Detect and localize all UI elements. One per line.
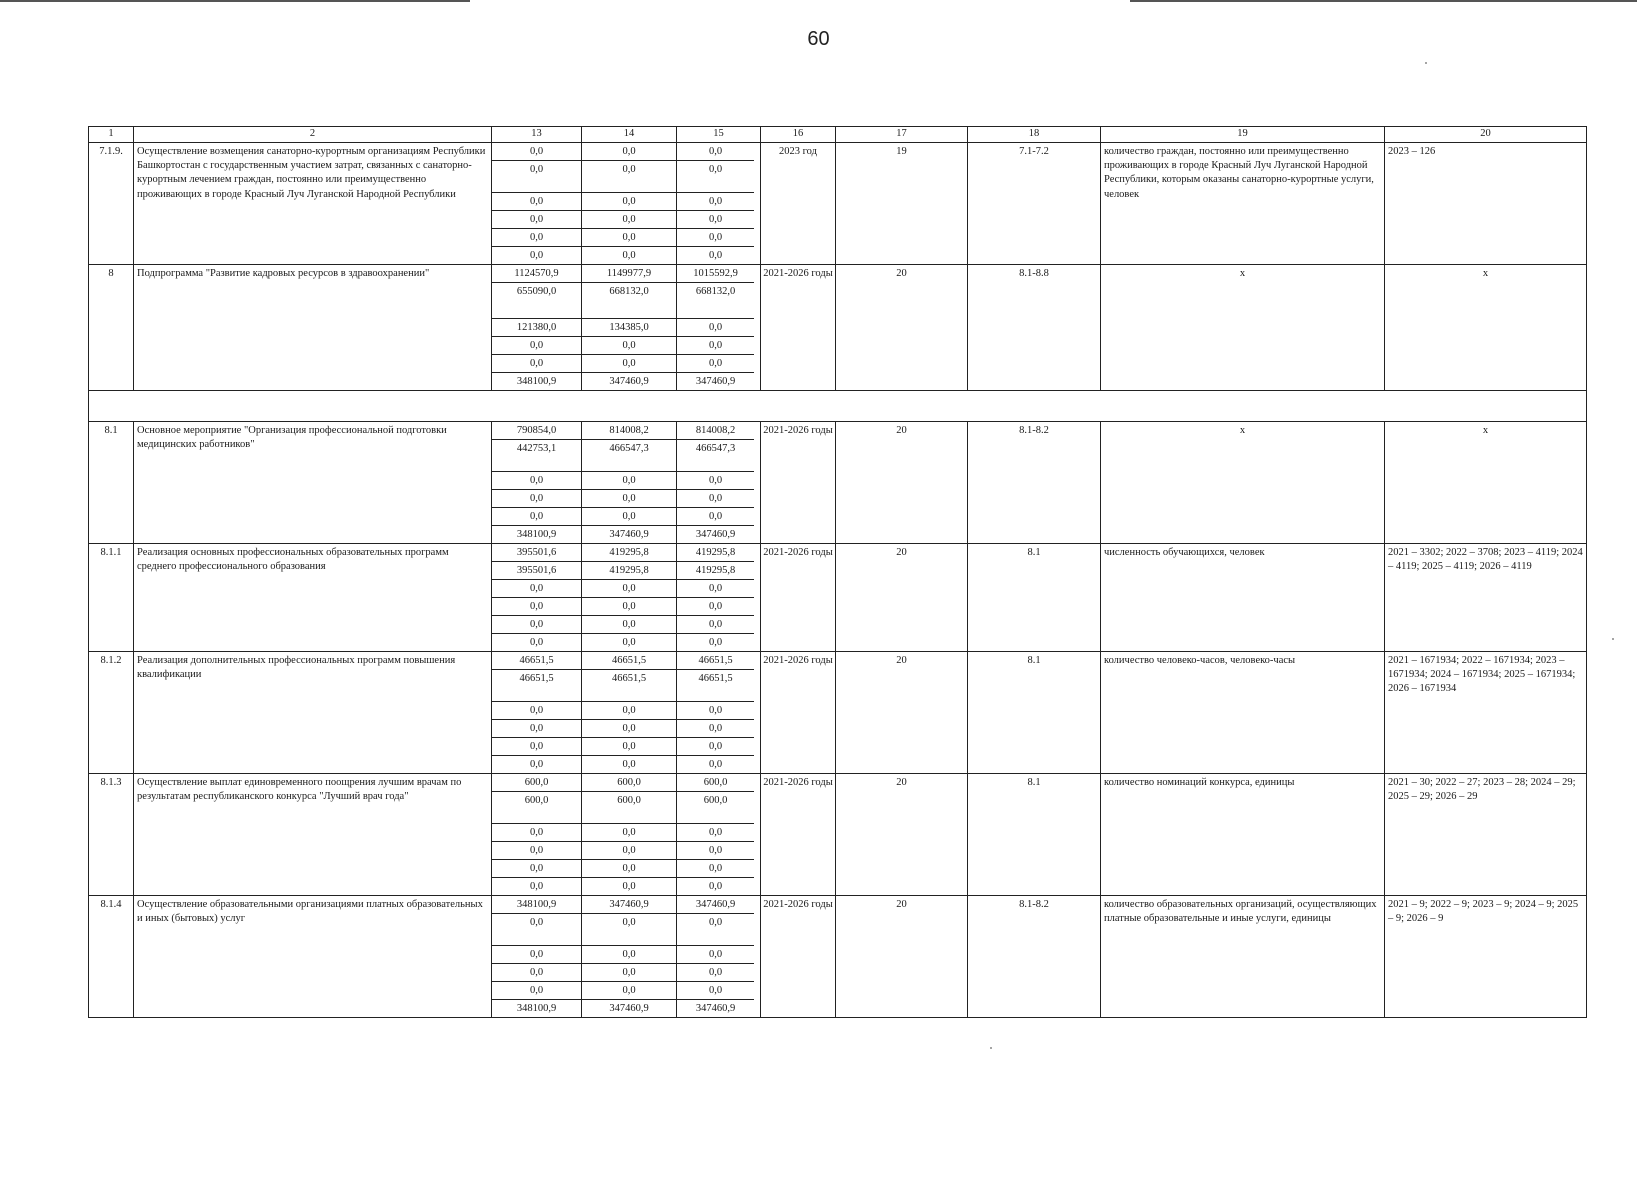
indicator-name-cell: количество образовательных организаций, осуществляющих платные образовательные и иные услуги, единицы: [1101, 896, 1385, 1018]
funding-column-15: [677, 652, 760, 773]
row-name: Осуществление выплат единовременного поощрения лучшим врачам по результатам республиканского конкурса "Лучший врач года": [134, 774, 492, 896]
value-cell: 347460,9: [695, 376, 736, 387]
value-cell: 600,0: [492, 792, 581, 824]
value-cell: 419295,8: [677, 562, 754, 580]
column-17-cell: 20: [836, 265, 968, 391]
value-cell: 0,0: [529, 637, 544, 648]
value-cell: 0,0: [677, 738, 754, 756]
value-cell: 0,0: [677, 580, 754, 598]
value-cell: 814008,2: [582, 422, 676, 440]
value-cell: 0,0: [492, 161, 581, 193]
column-header: 18: [968, 127, 1101, 143]
value-cell: 0,0: [677, 914, 754, 946]
value-cell: 0,0: [529, 759, 544, 770]
value-cell: 0,0: [708, 250, 723, 261]
value-cell: 0,0: [582, 860, 676, 878]
funding-column-13: [492, 143, 581, 264]
value-cell: 0,0: [677, 720, 754, 738]
value-cell: 655090,0: [492, 283, 581, 319]
row-code: 7.1.9.: [89, 143, 134, 265]
table-row: [89, 774, 1587, 896]
indicator-ref-cell: 8.1-8.2: [968, 896, 1101, 1018]
period-cell: 2021-2026 годы: [761, 652, 836, 774]
indicator-name-cell: количество граждан, постоянно или преимущественно проживающих в городе Красный Луч Луганской Народной Республики, которым оказаны санаторно-курортные услуги, человек: [1101, 143, 1385, 265]
column-header: 2: [134, 127, 492, 143]
value-cell: 0,0: [708, 637, 723, 648]
value-cell: 395501,6: [492, 544, 581, 562]
column-17-cell: 20: [836, 544, 968, 652]
value-cell: 0,0: [677, 616, 754, 634]
value-cell: 348100,9: [516, 1003, 557, 1014]
value-cell: 0,0: [677, 193, 754, 211]
value-cell: 466547,3: [677, 440, 754, 472]
value-cell: 0,0: [492, 616, 581, 634]
value-cell: 0,0: [582, 946, 676, 964]
row-name: Подпрограмма "Развитие кадровых ресурсов в здравоохранении": [134, 265, 492, 391]
value-cell: 0,0: [582, 472, 676, 490]
scan-speck: [1425, 62, 1427, 64]
value-cell: 0,0: [677, 824, 754, 842]
value-cell: 668132,0: [582, 283, 676, 319]
funding-column-14: [582, 544, 676, 651]
funding-column-15: [677, 774, 760, 895]
value-cell: 46651,5: [492, 670, 581, 702]
value-cell: 0,0: [492, 860, 581, 878]
funding-column-14: [582, 143, 676, 264]
page-number: 60: [807, 28, 830, 50]
value-cell: 347460,9: [695, 1003, 736, 1014]
row-code: 8.1: [89, 422, 134, 544]
indicator-name-cell: численность обучающихся, человек: [1101, 544, 1385, 652]
column-header: 19: [1101, 127, 1385, 143]
value-cell: 46651,5: [492, 652, 581, 670]
value-cell: 0,0: [677, 964, 754, 982]
value-cell: 0,0: [677, 702, 754, 720]
value-cell: 0,0: [582, 490, 676, 508]
value-cell: 442753,1: [492, 440, 581, 472]
table-row: [89, 652, 1587, 774]
value-cell: 0,0: [677, 229, 754, 247]
value-cell: 0,0: [677, 211, 754, 229]
row-code: 8.1.4: [89, 896, 134, 1018]
period-cell: 2021-2026 годы: [761, 422, 836, 544]
value-cell: 348100,9: [492, 896, 581, 914]
period-cell: 2021-2026 годы: [761, 774, 836, 896]
value-cell: 0,0: [492, 143, 581, 161]
value-cell: 0,0: [492, 193, 581, 211]
value-cell: 0,0: [582, 508, 676, 526]
section-separator-row: [89, 391, 1587, 422]
funding-column-14: [582, 652, 676, 773]
value-cell: 0,0: [582, 193, 676, 211]
value-cell: 134385,0: [582, 319, 676, 337]
indicator-ref-cell: 8.1: [968, 652, 1101, 774]
table-row: [89, 143, 1587, 265]
period-cell: 2021-2026 годы: [761, 896, 836, 1018]
column-17-cell: 20: [836, 422, 968, 544]
value-cell: 0,0: [622, 637, 636, 648]
row-name: Осуществление возмещения санаторно-курортным организациям Республики Башкортостан с государственным участием затрат, связанных с санаторно- курортным лечением граждан, постоянно или преимущественно проживающих в городе Красный Луч Луганской Народной Республики: [134, 143, 492, 265]
value-cell: 419295,8: [582, 562, 676, 580]
value-cell: 0,0: [492, 964, 581, 982]
column-header: 20: [1385, 127, 1587, 143]
value-cell: 0,0: [582, 738, 676, 756]
value-cell: 0,0: [582, 720, 676, 738]
program-table: [88, 126, 1587, 1018]
value-cell: 347460,9: [582, 896, 676, 914]
value-cell: 0,0: [582, 337, 676, 355]
column-17-cell: 19: [836, 143, 968, 265]
funding-column-15: [677, 896, 760, 1017]
value-cell: 0,0: [582, 964, 676, 982]
value-cell: 0,0: [677, 598, 754, 616]
value-cell: 466547,3: [582, 440, 676, 472]
value-cell: 0,0: [492, 580, 581, 598]
value-cell: 121380,0: [492, 319, 581, 337]
value-cell: 0,0: [677, 319, 754, 337]
scan-edge-rule: [0, 0, 470, 2]
period-cell: 2023 год: [761, 143, 836, 265]
value-cell: 0,0: [582, 702, 676, 720]
funding-column-14: [582, 774, 676, 895]
value-cell: 0,0: [677, 337, 754, 355]
column-header: 13: [492, 127, 582, 143]
value-cell: 0,0: [492, 508, 581, 526]
row-code: 8.1.2: [89, 652, 134, 774]
value-cell: 0,0: [582, 580, 676, 598]
scan-speck: [990, 1047, 992, 1049]
value-cell: 1124570,9: [492, 265, 581, 283]
table-row: [89, 265, 1587, 391]
table-row: [89, 422, 1587, 544]
value-cell: 1149977,9: [582, 265, 676, 283]
value-cell: 0,0: [492, 229, 581, 247]
value-cell: 46651,5: [677, 652, 754, 670]
value-cell: 0,0: [492, 982, 581, 1000]
funding-column-13: [492, 265, 581, 390]
indicator-name-cell: количество номинаций конкурса, единицы: [1101, 774, 1385, 896]
value-cell: 46651,5: [582, 652, 676, 670]
value-cell: 0,0: [677, 982, 754, 1000]
row-code: 8: [89, 265, 134, 391]
row-name: Основное мероприятие "Организация профессиональной подготовки медицинских работников": [134, 422, 492, 544]
funding-column-13: [492, 544, 581, 651]
row-name: Реализация дополнительных профессиональных программ повышения квалификации: [134, 652, 492, 774]
indicator-ref-cell: 8.1: [968, 774, 1101, 896]
value-cell: 0,0: [708, 881, 723, 892]
indicator-ref-cell: 7.1-7.2: [968, 143, 1101, 265]
funding-column-13: [492, 652, 581, 773]
indicator-values-cell: x: [1385, 265, 1587, 391]
value-cell: 600,0: [582, 774, 676, 792]
value-cell: 0,0: [677, 860, 754, 878]
value-cell: 0,0: [529, 881, 544, 892]
value-cell: 0,0: [622, 881, 636, 892]
value-cell: 0,0: [582, 914, 676, 946]
funding-column-13: [492, 896, 581, 1017]
value-cell: 0,0: [582, 824, 676, 842]
indicator-values-cell: 2021 – 9; 2022 – 9; 2023 – 9; 2024 – 9; 2025 – 9; 2026 – 9: [1385, 896, 1587, 1018]
value-cell: 347460,9: [695, 529, 736, 540]
indicator-name-cell: количество человеко-часов, человеко-часы: [1101, 652, 1385, 774]
row-name: Реализация основных профессиональных образовательных программ среднего профессионального образования: [134, 544, 492, 652]
value-cell: 0,0: [492, 472, 581, 490]
value-cell: 0,0: [582, 842, 676, 860]
column-number-row: [89, 127, 1587, 143]
value-cell: 0,0: [622, 250, 636, 261]
funding-column-15: [677, 422, 760, 543]
scan-edge-rule: [1130, 0, 1637, 2]
value-cell: 0,0: [529, 250, 544, 261]
value-cell: 348100,9: [516, 376, 557, 387]
empty-separator-cell: [89, 391, 1587, 422]
funding-column-14: [582, 896, 676, 1017]
funding-column-15: [677, 265, 760, 390]
value-cell: 0,0: [492, 720, 581, 738]
value-cell: 0,0: [677, 490, 754, 508]
indicator-name-cell: x: [1101, 265, 1385, 391]
value-cell: 0,0: [492, 914, 581, 946]
indicator-values-cell: x: [1385, 422, 1587, 544]
table-row: [89, 896, 1587, 1018]
value-cell: 0,0: [677, 143, 754, 161]
value-cell: 0,0: [677, 842, 754, 860]
funding-column-15: [677, 544, 760, 651]
table-row: [89, 544, 1587, 652]
column-header: 17: [836, 127, 968, 143]
value-cell: 0,0: [582, 229, 676, 247]
value-cell: 0,0: [492, 702, 581, 720]
value-cell: 0,0: [492, 842, 581, 860]
value-cell: 0,0: [492, 355, 581, 373]
indicator-ref-cell: 8.1-8.2: [968, 422, 1101, 544]
value-cell: 347460,9: [677, 896, 754, 914]
value-cell: 0,0: [492, 598, 581, 616]
value-cell: 790854,0: [492, 422, 581, 440]
value-cell: 347460,9: [609, 529, 649, 540]
value-cell: 0,0: [677, 161, 754, 193]
value-cell: 600,0: [582, 792, 676, 824]
indicator-values-cell: 2021 – 30; 2022 – 27; 2023 – 28; 2024 – 29; 2025 – 29; 2026 – 29: [1385, 774, 1587, 896]
value-cell: 0,0: [677, 508, 754, 526]
value-cell: 395501,6: [492, 562, 581, 580]
column-17-cell: 20: [836, 652, 968, 774]
funding-column-13: [492, 774, 581, 895]
value-cell: 0,0: [582, 161, 676, 193]
value-cell: 600,0: [492, 774, 581, 792]
value-cell: 419295,8: [677, 544, 754, 562]
value-cell: 0,0: [492, 211, 581, 229]
value-cell: 0,0: [582, 143, 676, 161]
indicator-ref-cell: 8.1-8.8: [968, 265, 1101, 391]
funding-column-15: [677, 143, 760, 264]
value-cell: 46651,5: [677, 670, 754, 702]
row-code: 8.1.3: [89, 774, 134, 896]
funding-column-14: [582, 265, 676, 390]
value-cell: 0,0: [492, 337, 581, 355]
value-cell: 600,0: [677, 774, 754, 792]
value-cell: 419295,8: [582, 544, 676, 562]
value-cell: 0,0: [582, 616, 676, 634]
value-cell: 0,0: [582, 598, 676, 616]
value-cell: 0,0: [492, 738, 581, 756]
column-17-cell: 20: [836, 774, 968, 896]
indicator-ref-cell: 8.1: [968, 544, 1101, 652]
value-cell: 0,0: [492, 490, 581, 508]
column-header: 14: [582, 127, 677, 143]
value-cell: 0,0: [677, 472, 754, 490]
value-cell: 0,0: [582, 211, 676, 229]
value-cell: 600,0: [677, 792, 754, 824]
funding-column-14: [582, 422, 676, 543]
column-17-cell: 20: [836, 896, 968, 1018]
value-cell: 668132,0: [677, 283, 754, 319]
column-header: 16: [761, 127, 836, 143]
scan-speck: [1612, 638, 1614, 640]
period-cell: 2021-2026 годы: [761, 544, 836, 652]
column-header: 15: [677, 127, 761, 143]
period-cell: 2021-2026 годы: [761, 265, 836, 391]
value-cell: 0,0: [582, 355, 676, 373]
indicator-values-cell: 2021 – 1671934; 2022 – 1671934; 2023 – 1671934; 2024 – 1671934; 2025 – 1671934; 2026 – 1671934: [1385, 652, 1587, 774]
row-name: Осуществление образовательными организациями платных образовательных и иных (бытовых) услуг: [134, 896, 492, 1018]
indicator-name-cell: x: [1101, 422, 1385, 544]
value-cell: 0,0: [622, 759, 636, 770]
indicator-values-cell: 2023 – 126: [1385, 143, 1587, 265]
value-cell: 46651,5: [582, 670, 676, 702]
value-cell: 347460,9: [609, 376, 649, 387]
value-cell: 0,0: [582, 982, 676, 1000]
value-cell: 0,0: [677, 355, 754, 373]
value-cell: 0,0: [492, 824, 581, 842]
value-cell: 0,0: [677, 946, 754, 964]
column-header: 1: [89, 127, 134, 143]
value-cell: 347460,9: [609, 1003, 649, 1014]
funding-column-13: [492, 422, 581, 543]
value-cell: 1015592,9: [677, 265, 754, 283]
value-cell: 0,0: [708, 759, 723, 770]
row-code: 8.1.1: [89, 544, 134, 652]
value-cell: 348100,9: [516, 529, 557, 540]
indicator-values-cell: 2021 – 3302; 2022 – 3708; 2023 – 4119; 2024 – 4119; 2025 – 4119; 2026 – 4119: [1385, 544, 1587, 652]
value-cell: 0,0: [492, 946, 581, 964]
value-cell: 814008,2: [677, 422, 754, 440]
